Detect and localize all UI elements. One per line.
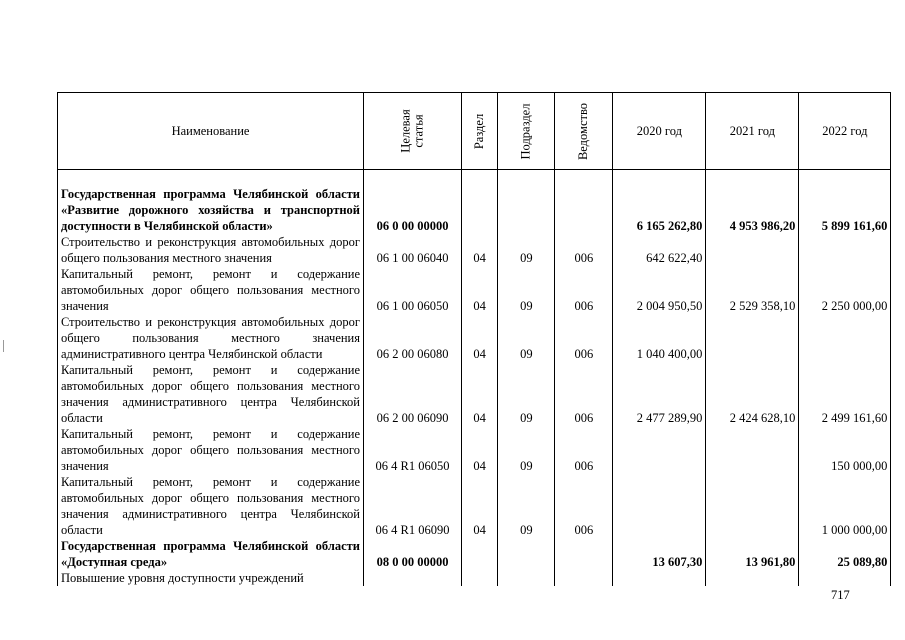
table-row bbox=[58, 538, 891, 570]
row-value-2020: 6 165 262,80 bbox=[613, 170, 706, 234]
row-code: 08 0 00 00000 bbox=[364, 538, 462, 570]
row-code: 06 4 R1 06090 bbox=[364, 474, 462, 538]
table-header-row bbox=[58, 93, 891, 170]
row-section bbox=[462, 538, 498, 570]
col-header-section-label: Раздел bbox=[472, 113, 487, 149]
col-header-2021: 2021 год bbox=[706, 93, 799, 170]
col-header-department-label: Ведомство bbox=[576, 102, 591, 160]
row-department bbox=[555, 570, 613, 586]
row-value-2022 bbox=[799, 314, 891, 362]
row-section: 04 bbox=[462, 266, 498, 314]
table-row bbox=[58, 170, 891, 234]
row-name: Повышение уровня доступности учреждений bbox=[58, 570, 364, 586]
row-subsection: 09 bbox=[498, 474, 555, 538]
row-value-2020: 642 622,40 bbox=[613, 234, 706, 266]
row-department bbox=[555, 170, 613, 234]
row-section: 04 bbox=[462, 314, 498, 362]
row-value-2021: 13 961,80 bbox=[706, 538, 799, 570]
table-row bbox=[58, 570, 891, 586]
row-department: 006 bbox=[555, 474, 613, 538]
row-value-2020 bbox=[613, 474, 706, 538]
table-row bbox=[58, 314, 891, 362]
table-body bbox=[58, 170, 891, 586]
row-value-2020: 2 004 950,50 bbox=[613, 266, 706, 314]
page-number: 717 bbox=[831, 588, 850, 602]
row-name: Капитальный ремонт, ремонт и содержание автомобильных дорог общего пользования местного значения bbox=[58, 266, 364, 314]
row-subsection bbox=[498, 170, 555, 234]
col-header-section bbox=[462, 93, 498, 170]
row-value-2021 bbox=[706, 314, 799, 362]
row-value-2020: 1 040 400,00 bbox=[613, 314, 706, 362]
row-subsection: 09 bbox=[498, 426, 555, 474]
row-value-2022: 2 250 000,00 bbox=[799, 266, 891, 314]
table-row bbox=[58, 266, 891, 314]
row-value-2022 bbox=[799, 570, 891, 586]
budget-table bbox=[57, 92, 891, 586]
row-department: 006 bbox=[555, 234, 613, 266]
col-header-target bbox=[364, 93, 462, 170]
row-department: 006 bbox=[555, 314, 613, 362]
col-header-2020: 2020 год bbox=[613, 93, 706, 170]
col-header-subsection-label: Подраздел bbox=[518, 103, 533, 159]
row-value-2022: 2 499 161,60 bbox=[799, 362, 891, 426]
row-code: 06 2 00 06090 bbox=[364, 362, 462, 426]
row-value-2022: 1 000 000,00 bbox=[799, 474, 891, 538]
row-value-2022: 25 089,80 bbox=[799, 538, 891, 570]
row-subsection bbox=[498, 538, 555, 570]
row-value-2022: 150 000,00 bbox=[799, 426, 891, 474]
row-subsection: 09 bbox=[498, 234, 555, 266]
row-name: Капитальный ремонт, ремонт и содержание автомобильных дорог общего пользования местного значения административного центра Челябинской области bbox=[58, 474, 364, 538]
col-header-department bbox=[555, 93, 613, 170]
row-name: Строительство и реконструкция автомобильных дорог общего пользования местного значения bbox=[58, 234, 364, 266]
row-value-2021: 2 424 628,10 bbox=[706, 362, 799, 426]
col-header-2022: 2022 год bbox=[799, 93, 891, 170]
col-header-target-label: Целевая статья bbox=[398, 108, 426, 153]
row-subsection: 09 bbox=[498, 266, 555, 314]
row-value-2020 bbox=[613, 426, 706, 474]
row-value-2020 bbox=[613, 570, 706, 586]
row-section: 04 bbox=[462, 426, 498, 474]
row-name: Капитальный ремонт, ремонт и содержание автомобильных дорог общего пользования местного значения административного центра Челябинской области bbox=[58, 362, 364, 426]
row-subsection: 09 bbox=[498, 362, 555, 426]
row-name: Строительство и реконструкция автомобильных дорог общего пользования местного значения административного центра Челябинской области bbox=[58, 314, 364, 362]
row-subsection bbox=[498, 570, 555, 586]
row-code: 06 4 R1 06050 bbox=[364, 426, 462, 474]
row-department: 006 bbox=[555, 362, 613, 426]
row-value-2021 bbox=[706, 570, 799, 586]
row-section: 04 bbox=[462, 234, 498, 266]
row-department bbox=[555, 538, 613, 570]
row-section: 04 bbox=[462, 362, 498, 426]
row-section: 04 bbox=[462, 474, 498, 538]
row-code: 06 0 00 00000 bbox=[364, 170, 462, 234]
row-value-2020: 2 477 289,90 bbox=[613, 362, 706, 426]
row-code: 06 1 00 06040 bbox=[364, 234, 462, 266]
row-name: Капитальный ремонт, ремонт и содержание автомобильных дорог общего пользования местного значения bbox=[58, 426, 364, 474]
row-code: 06 1 00 06050 bbox=[364, 266, 462, 314]
row-value-2021 bbox=[706, 426, 799, 474]
row-value-2020: 13 607,30 bbox=[613, 538, 706, 570]
row-code bbox=[364, 570, 462, 586]
table-row bbox=[58, 234, 891, 266]
scan-edge-mark bbox=[3, 340, 4, 352]
row-section bbox=[462, 170, 498, 234]
row-section bbox=[462, 570, 498, 586]
row-value-2021 bbox=[706, 474, 799, 538]
row-value-2021 bbox=[706, 234, 799, 266]
row-value-2022: 5 899 161,60 bbox=[799, 170, 891, 234]
table-row bbox=[58, 474, 891, 538]
row-value-2021: 4 953 986,20 bbox=[706, 170, 799, 234]
row-name: Государственная программа Челябинской области «Развитие дорожного хозяйства и транспортной доступности в Челябинской области» bbox=[58, 170, 364, 234]
row-name: Государственная программа Челябинской области «Доступная среда» bbox=[58, 538, 364, 570]
table-row bbox=[58, 426, 891, 474]
col-header-subsection bbox=[498, 93, 555, 170]
row-subsection: 09 bbox=[498, 314, 555, 362]
table-row bbox=[58, 362, 891, 426]
row-department: 006 bbox=[555, 426, 613, 474]
col-header-name: Наименование bbox=[58, 93, 364, 170]
row-department: 006 bbox=[555, 266, 613, 314]
row-value-2021: 2 529 358,10 bbox=[706, 266, 799, 314]
row-value-2022 bbox=[799, 234, 891, 266]
row-code: 06 2 00 06080 bbox=[364, 314, 462, 362]
